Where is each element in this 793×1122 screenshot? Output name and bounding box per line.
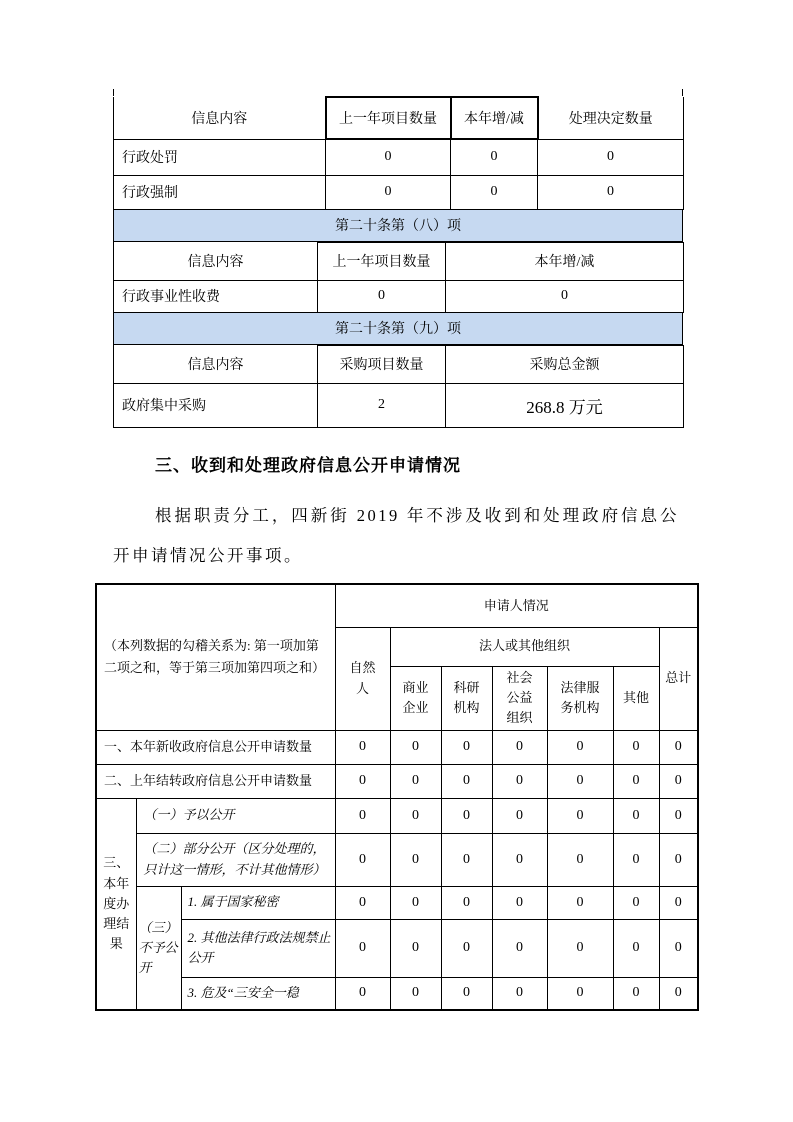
table-cell-value: 0 <box>659 886 698 919</box>
table-cell-value: 0 <box>659 977 698 1010</box>
column-header: 上一年项目数量 <box>318 242 446 280</box>
table-cell-value: 0 <box>492 833 547 886</box>
table-cell-value: 0 <box>547 886 613 919</box>
table-row <box>114 280 684 312</box>
table-row <box>114 242 684 280</box>
table-cell-value: 0 <box>659 730 698 764</box>
table-cell-value: 0 <box>318 280 446 312</box>
column-header-legal-org: 法人或其他组织 <box>390 627 659 666</box>
table-cell-value: 0 <box>441 833 492 886</box>
column-header: 本年增/减 <box>446 242 684 280</box>
table-cell-value: 0 <box>613 886 659 919</box>
table-cell-value: 0 <box>538 175 684 209</box>
table-cell-value: 0 <box>492 730 547 764</box>
table-cell-value: 0 <box>492 977 547 1010</box>
column-header: 采购总金额 <box>446 345 684 383</box>
column-header-natural-person: 自然人 <box>335 627 390 730</box>
column-header-applicant: 申请人情况 <box>335 584 698 627</box>
column-header: 上一年项目数量 <box>326 97 451 139</box>
table-cell-value: 0 <box>659 919 698 977</box>
admin-fees-table <box>113 242 684 313</box>
column-header: 信息内容 <box>114 242 318 280</box>
table-cell-value: 0 <box>335 977 390 1010</box>
table-row <box>96 584 698 627</box>
table-cell-value: 0 <box>659 798 698 833</box>
column-header-research-institution: 科研机构 <box>441 666 492 730</box>
section-paragraph: 根据职责分工，四新街 2019 年不涉及收到和处理政府信息公开申请情况公开事项。 <box>113 506 679 565</box>
banner-text: 第二十条第（九）项 <box>335 322 461 337</box>
table-row <box>114 175 684 209</box>
table-cell-value: 0 <box>390 833 441 886</box>
table-continuation-stub <box>113 89 683 96</box>
table-cell-value: 0 <box>547 977 613 1010</box>
row-group-label-refuse-disclosure: （三）不予公开 <box>136 886 181 1010</box>
table-cell-value: 0 <box>441 919 492 977</box>
table-cell-value: 0 <box>390 764 441 798</box>
row-label: 行政强制 <box>114 175 326 209</box>
table-cell-value: 0 <box>441 730 492 764</box>
row-label: 1. 属于国家秘密 <box>181 886 335 919</box>
table-cell-value: 0 <box>390 730 441 764</box>
table-cell-value: 0 <box>492 798 547 833</box>
table-cell-value: 2 <box>318 383 446 427</box>
table-row <box>96 919 698 977</box>
row-label: 政府集中采购 <box>114 383 318 427</box>
table-cell-value: 0 <box>613 833 659 886</box>
row-label: 行政处罚 <box>114 139 326 175</box>
table-cell-value: 0 <box>547 730 613 764</box>
row-label: 行政事业性收费 <box>114 280 318 312</box>
table-row <box>96 798 698 833</box>
column-header: 采购项目数量 <box>318 345 446 383</box>
table-cell-value: 0 <box>441 977 492 1010</box>
table-cell-value: 0 <box>547 764 613 798</box>
table-cell-value: 0 <box>613 730 659 764</box>
table-cell-value: 0 <box>441 798 492 833</box>
table-cell-value: 0 <box>441 764 492 798</box>
table-cell-value: 0 <box>441 886 492 919</box>
table-cell-value: 0 <box>492 886 547 919</box>
banner-text: 第二十条第（八）项 <box>335 219 461 234</box>
table-row <box>114 345 684 383</box>
table-cell-value: 0 <box>335 764 390 798</box>
column-header-other: 其他 <box>613 666 659 730</box>
column-header: 信息内容 <box>114 345 318 383</box>
column-header: 处理决定数量 <box>538 97 684 139</box>
column-header-legal-service-org: 法律服务机构 <box>547 666 613 730</box>
row-label: 2. 其他法律行政法规禁止公开 <box>181 919 335 977</box>
column-header-commercial-enterprise: 商业企业 <box>390 666 441 730</box>
table-cell-value: 0 <box>547 833 613 886</box>
table-cell-value: 0 <box>547 798 613 833</box>
table-row <box>96 730 698 764</box>
row-group-label-yearly-results: 三、本年度办理结果 <box>96 798 136 1010</box>
application-handling-table <box>95 583 699 1011</box>
table-cell-value: 0 <box>335 886 390 919</box>
table-cell-value: 0 <box>547 919 613 977</box>
table-row <box>96 833 698 886</box>
table-cell-value: 0 <box>659 833 698 886</box>
table-cell-value: 0 <box>335 798 390 833</box>
section-banner-article20-item8 <box>113 210 683 242</box>
table-cell-value: 268.8 万元 <box>446 383 684 427</box>
procurement-table <box>113 345 684 428</box>
row-label: （一）予以公开 <box>136 798 335 833</box>
reconciliation-note: （本列数据的勾稽关系为: 第一项加第二项之和，等于第三项加第四项之和） <box>96 584 335 730</box>
table-cell-value: 0 <box>390 798 441 833</box>
table-cell-value: 0 <box>613 764 659 798</box>
admin-penalty-table <box>113 96 684 210</box>
table-cell-value: 0 <box>492 919 547 977</box>
table-row <box>114 139 684 175</box>
table-cell-value: 0 <box>613 977 659 1010</box>
table-cell-value: 0 <box>335 730 390 764</box>
column-header: 信息内容 <box>114 97 326 139</box>
row-label: 二、上年结转政府信息公开申请数量 <box>96 764 335 798</box>
column-header: 本年增/减 <box>451 97 538 139</box>
table-row <box>96 886 698 919</box>
section-heading: 三、收到和处理政府信息公开申请情况 <box>155 456 461 475</box>
row-label: （二）部分公开（区分处理的，只计这一情形，不计其他情形） <box>136 833 335 886</box>
table-cell-value: 0 <box>659 764 698 798</box>
table-cell-value: 0 <box>613 798 659 833</box>
table-cell-value: 0 <box>492 764 547 798</box>
table-cell-value: 0 <box>335 919 390 977</box>
table-cell-value: 0 <box>335 833 390 886</box>
table-cell-value: 0 <box>451 175 538 209</box>
row-label: 一、本年新收政府信息公开申请数量 <box>96 730 335 764</box>
row-label: 3. 危及“三安全一稳 <box>181 977 335 1010</box>
section-banner-article20-item9 <box>113 313 683 345</box>
table-row <box>114 383 684 427</box>
table-cell-value: 0 <box>390 919 441 977</box>
table-row <box>114 97 684 139</box>
table-cell-value: 0 <box>613 919 659 977</box>
table-cell-value: 0 <box>451 139 538 175</box>
table-cell-value: 0 <box>390 977 441 1010</box>
column-header-total: 总计 <box>659 627 698 730</box>
table-cell-value: 0 <box>446 280 684 312</box>
table-cell-value: 0 <box>390 886 441 919</box>
table-cell-value: 0 <box>326 139 451 175</box>
table-row <box>96 764 698 798</box>
column-header-social-welfare-org: 社会公益组织 <box>492 666 547 730</box>
table-row <box>96 977 698 1010</box>
table-cell-value: 0 <box>538 139 684 175</box>
table-cell-value: 0 <box>326 175 451 209</box>
top-tables-section <box>113 89 683 428</box>
